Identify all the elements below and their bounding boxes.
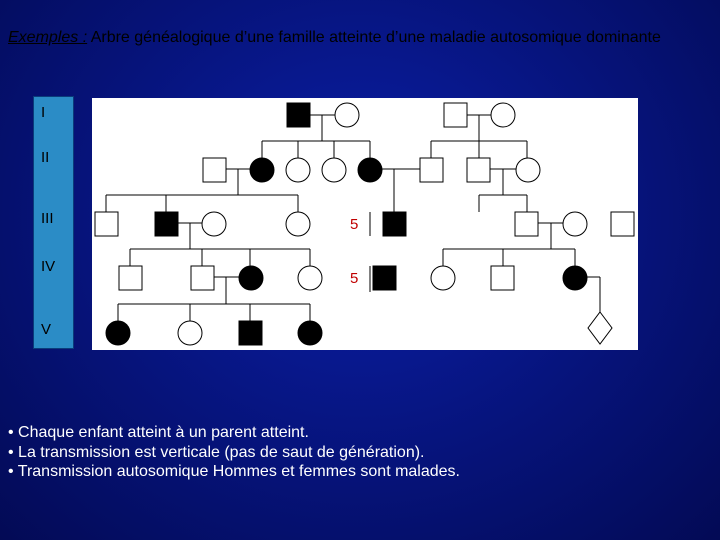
affected-female: [250, 158, 274, 182]
affected-male: [373, 266, 396, 290]
generation-label-4: IV: [41, 258, 56, 275]
affected-female: [358, 158, 382, 182]
unaffected-female: [335, 103, 359, 127]
affected-female: [298, 321, 322, 345]
unaffected-female: [286, 212, 310, 236]
unaffected-male: [191, 266, 214, 290]
pedigree-chart: [92, 98, 638, 350]
unaffected-male: [611, 212, 634, 236]
generation-labels-panel: [33, 96, 74, 349]
unaffected-male: [119, 266, 142, 290]
bullet-item: • Transmission autosomique Hommes et femmes sont malades.: [8, 463, 460, 480]
affected-male: [239, 321, 262, 345]
unaffected-female: [178, 321, 202, 345]
affected-male: [155, 212, 178, 236]
unaffected-male: [203, 158, 226, 182]
unaffected-female: [431, 266, 455, 290]
unaffected-female: [202, 212, 226, 236]
sibling-count-annotation: 5: [350, 216, 359, 233]
generation-label-3: III: [41, 210, 54, 227]
title-text: Arbre généalogique d’une famille atteinte d’une maladie autosomique dominante: [87, 29, 661, 46]
unaffected-male: [515, 212, 538, 236]
unaffected-male: [467, 158, 490, 182]
bullet-list: [8, 423, 708, 482]
affected-female: [563, 266, 587, 290]
unaffected-female: [286, 158, 310, 182]
unaffected-male: [444, 103, 467, 127]
unaffected-male: [420, 158, 443, 182]
affected-male: [383, 212, 406, 236]
unaffected-female: [516, 158, 540, 182]
unaffected-female: [298, 266, 322, 290]
unaffected-female: [322, 158, 346, 182]
affected-female: [106, 321, 130, 345]
sibling-count-annotation: 5: [350, 270, 359, 287]
title-prefix: Exemples :: [8, 29, 88, 46]
pedigree-svg: [92, 98, 638, 350]
affected-male: [287, 103, 310, 127]
bullet-item: • Chaque enfant atteint à un parent atteint.: [8, 424, 309, 441]
affected-female: [239, 266, 263, 290]
generation-label-2: II: [41, 149, 50, 166]
unaffected-male: [491, 266, 514, 290]
unaffected-female: [491, 103, 515, 127]
pedigree-individuals: [95, 103, 634, 345]
generation-label-1: I: [41, 104, 46, 121]
page-title: [8, 28, 708, 47]
unaffected-female: [563, 212, 587, 236]
bullet-item: • La transmission est verticale (pas de saut de génération).: [8, 443, 425, 461]
generation-label-5: V: [41, 321, 52, 338]
unaffected-male: [95, 212, 118, 236]
unknown-sex-diamond: [588, 312, 612, 344]
